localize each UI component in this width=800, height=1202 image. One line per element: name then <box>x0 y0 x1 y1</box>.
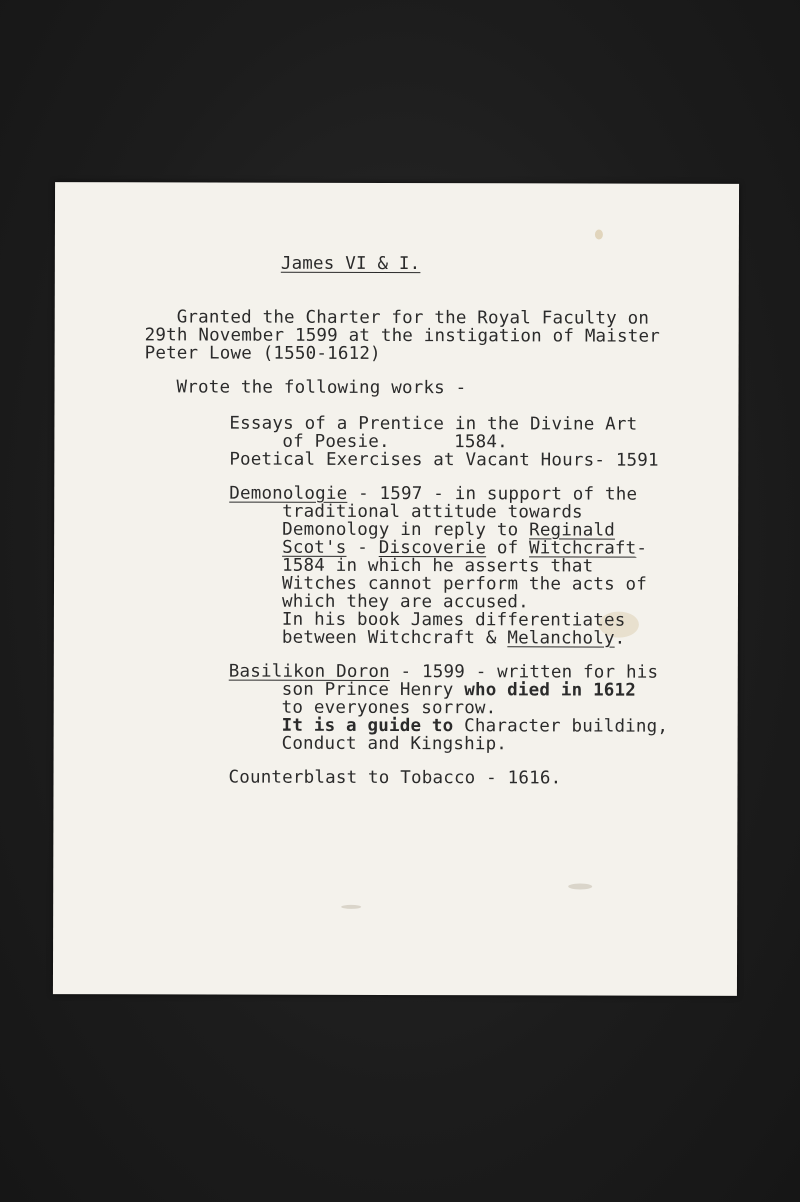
demonologie-line-9 <box>282 627 626 650</box>
basilikon-line-3-text: to everyones <box>281 697 422 719</box>
demonologie-line-5: 1584 in which he asserts that <box>282 555 594 577</box>
essays-line-1: Essays of a Prentice in the Divine Art <box>229 413 638 435</box>
demonologie-line-8: In his book James differentiates <box>281 609 626 631</box>
paper-stain <box>595 230 603 240</box>
document-title: James VI & I. <box>280 253 421 275</box>
demonologie-line-1-text: - 1597 - in support of the <box>347 483 638 505</box>
basilikon-line-5: Conduct and Kingship. <box>281 733 508 755</box>
demonologie-line-9-text: between Witchcraft & <box>281 627 508 649</box>
poetical-exercises: Poetical Exercises at Vacant Hours- 1591 <box>229 449 659 471</box>
demonologie-line-9-end: . <box>614 628 626 649</box>
paper-stain <box>341 905 361 909</box>
essays-line-2: of Poesie. 1584. <box>282 431 508 453</box>
intro-line-2: 29th November 1599 at the instigation of Maister <box>144 325 661 347</box>
demonologie-line-4-end: - <box>636 538 648 559</box>
basilikon-line-4-overtyped: It is a guide to <box>281 715 454 737</box>
intro-line-1: Granted the Charter for the Royal Faculty on <box>176 307 650 329</box>
reginald-underlined: Reginald <box>529 520 616 541</box>
basilikon-line-2-overtyped: who died in 1612 <box>464 680 637 701</box>
demonologie-line-7: which they are accused. <box>281 591 529 613</box>
scots-underlined: Scot's <box>282 537 347 558</box>
discoverie-underlined: Discoverie <box>378 537 487 559</box>
basilikon-line-3-end: sorrow. <box>421 698 497 719</box>
basilikon-line-4-text: Character building, <box>453 716 669 737</box>
basilikon-title: Basilikon Doron <box>228 661 390 682</box>
demonologie-line-2: traditional attitude towards <box>282 501 583 523</box>
demonologie-line-6: Witches cannot perform the acts of <box>281 573 648 595</box>
demonologie-line-4-of: of <box>486 538 530 559</box>
melancholy-underlined: Melancholy <box>507 628 615 649</box>
demonologie-title: Demonologie <box>229 483 348 504</box>
typed-document-page <box>53 182 739 996</box>
works-heading: Wrote the following works - <box>176 377 467 399</box>
counterblast-line: Counterblast to Tobacco - 1616. <box>228 767 562 789</box>
demonologie-line-3-text: Demonology in reply to <box>282 519 530 541</box>
demonologie-line-4-dash: - <box>346 537 379 558</box>
witchcraft-underlined: Witchcraft <box>529 538 637 559</box>
paper-stain <box>568 883 592 889</box>
intro-line-3: Peter Lowe (1550-1612) <box>144 343 381 364</box>
basilikon-line-1-text: - 1599 - written for his <box>389 661 659 683</box>
basilikon-line-2-text: son Prince Henry <box>281 679 465 701</box>
